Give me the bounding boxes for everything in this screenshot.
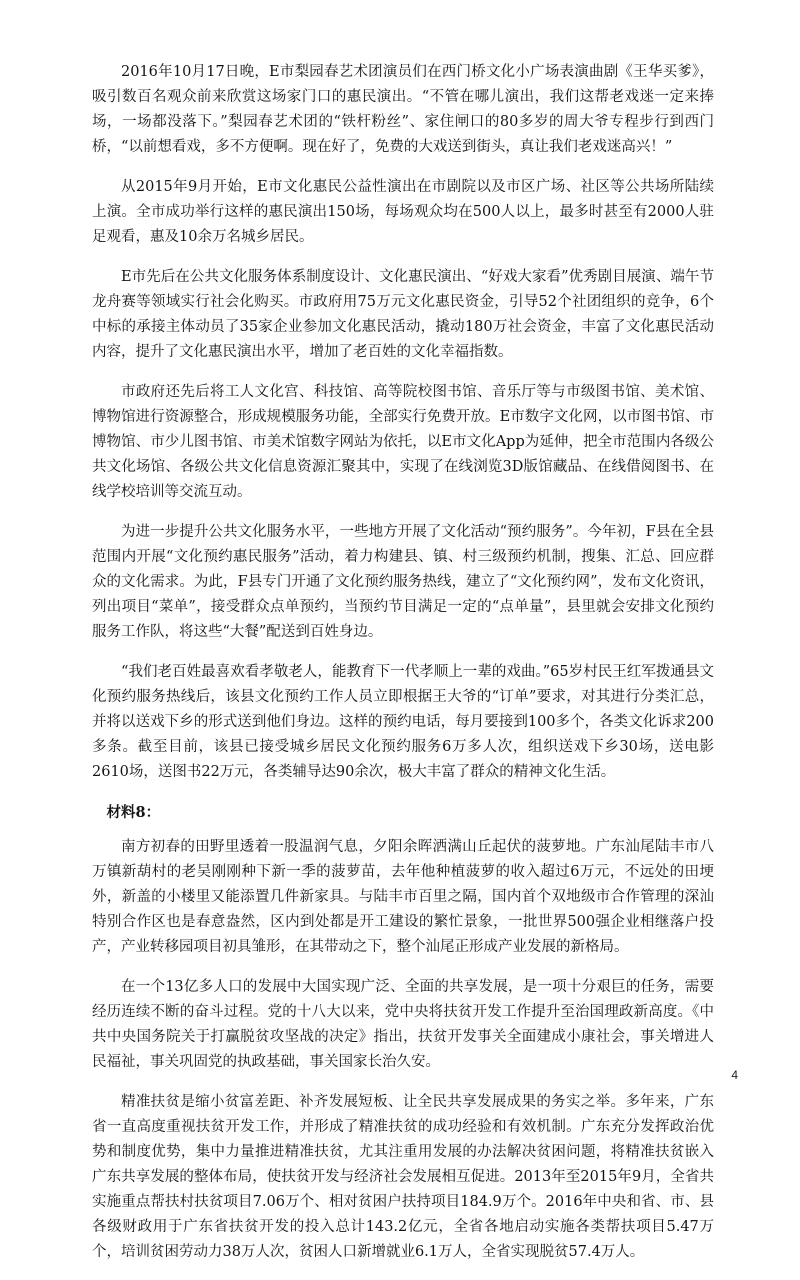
- paragraph: 2016年10月17日晚，E市梨园春艺术团演员们在西门桥文化小广场表演曲剧《王华买爹》，吸引数百名观众前来欣赏这场家门口的惠民演出。“不管在哪儿演出，我们这帮老戏迷一定来捧场，一场都没落下。”梨园春艺术团的“铁杆粉丝”、家住闸口的80多岁的周大爷专程步行到西门桥，“以前想看戏，多不方便啊。现在好了，免费的大戏送到街头，真让我们老戏迷高兴！”: [92, 64, 714, 155]
- paragraph: 为进一步提升公共文化服务水平，一些地方开展了文化活动“预约服务”。今年初，F县在全县范围内开展“文化预约惠民服务”活动，着力构建县、镇、村三级预约机制，搜集、汇总、回应群众的文化需求。为此，F县专门开通了文化预约服务热线，建立了“文化预约网”，发布文化资讯，列出项目“菜单”，接受群众点单预约，当预约节目满足一定的“点单量”，县里就会安排文化预约服务工作队，将这些“大餐”配送到百姓身边。: [92, 524, 714, 640]
- paragraph: 精准扶贫是缩小贫富差距、补齐发展短板、让全民共享发展成果的务实之举。多年来，广东省一直高度重视扶贫开发工作，并形成了精准扶贫的成功经验和有效机制。广东充分发挥政治优势和制度优势，集中力量推进精准扶贫，尤其注重用发展的办法解决贫困问题，将精准扶贫嵌入广东共享发展的整体布局，使扶贫开发与经济社会发展相互促进。2013年至2015年9月，全省共实施重点帮扶村扶贫项目7.06万个、相对贫困户扶持项目184.9万个。2016年中央和省、市、县各级财政用于广东省扶贫开发的投入总计143.2亿元，全省各地启动实施各类帮扶项目5.47万个，培训贫困劳动力38万人次，贫困人口新增就业6.1万人，全省实现脱贫57.4万人。: [92, 1094, 714, 1260]
- section-heading: 材料8：: [106, 804, 161, 821]
- paragraph: 南方初春的田野里透着一股温润气息，夕阳余晖洒满山丘起伏的菠萝地。广东汕尾陆丰市八万镇新葫村的老吴刚刚种下新一季的菠萝苗，去年他种植菠萝的收入超过6万元，不远处的田埂外，新盖的小楼里又能添置几件新家具。与陆丰市百里之隔，国内首个双地级市合作管理的深汕特别合作区也是春意盎然，区内到处都是开工建设的繁忙景象，一批世界500强企业相继落户投产，产业转移园项目初具雏形，在其带动之下，整个汕尾正形成产业发展的新格局。: [92, 839, 714, 955]
- paragraph: 在一个13亿多人口的发展中大国实现广泛、全面的共享发展，是一项十分艰巨的任务，需要经历连续不断的奋斗过程。党的十八大以来，党中央将扶贫开发工作提升至治国理政新高度。《中共中央国务院关于打赢脱贫攻坚战的决定》指出，扶贫开发事关全面建成小康社会，事关增进人民福祉，事关巩固党的执政基础，事关国家长治久安。: [92, 979, 714, 1070]
- page-number: 4: [731, 1068, 738, 1082]
- paragraph: 从2015年9月开始，E市文化惠民公益性演出在市剧院以及市区广场、社区等公共场所陆续上演。全市成功举行这样的惠民演出150场，每场观众均在500人以上，最多时甚至有2000人驻足观看，惠及10余万名城乡居民。: [92, 179, 714, 245]
- document-page: [92, 60, 714, 1280]
- paragraph: E市先后在公共文化服务体系制度设计、文化惠民演出、“好戏大家看”优秀剧目展演、端午节龙舟赛等领域实行社会化购买。市政府用75万元文化惠民资金，引导52个社团组织的竞争，6个中标的承接主体动员了35家企业参加文化惠民活动，撬动180万社会资金，丰富了文化惠民活动内容，提升了文化惠民演出水平，增加了老百姓的文化幸福指数。: [92, 269, 714, 360]
- paragraph: 市政府还先后将工人文化宫、科技馆、高等院校图书馆、音乐厅等与市级图书馆、美术馆、博物馆进行资源整合，形成规模服务功能，全部实行免费开放。E市数字文化网，以市图书馆、市博物馆、市少儿图书馆、市美术馆数字网站为依托，以E市文化App为延伸，把全市范围内各级公共文化场馆、各级公共文化信息资源汇聚其中，实现了在线浏览3D版馆藏品、在线借阅图书、在线学校培训等交流互动。: [92, 384, 714, 500]
- paragraph: “我们老百姓最喜欢看孝敬老人，能教育下一代孝顺上一辈的戏曲。”65岁村民王红军拨通县文化预约服务热线后，该县文化预约工作人员立即根据王大爷的“订单”要求，对其进行分类汇总，并将以送戏下乡的形式送到他们身边。这样的预约电话，每月要接到100多个，各类文化诉求200多条。截至目前，该县已接受城乡居民文化预约服务6万多人次，组织送戏下乡30场，送电影2610场，送图书22万元，各类辅导达90余次，极大丰富了群众的精神文化生活。: [92, 664, 714, 780]
